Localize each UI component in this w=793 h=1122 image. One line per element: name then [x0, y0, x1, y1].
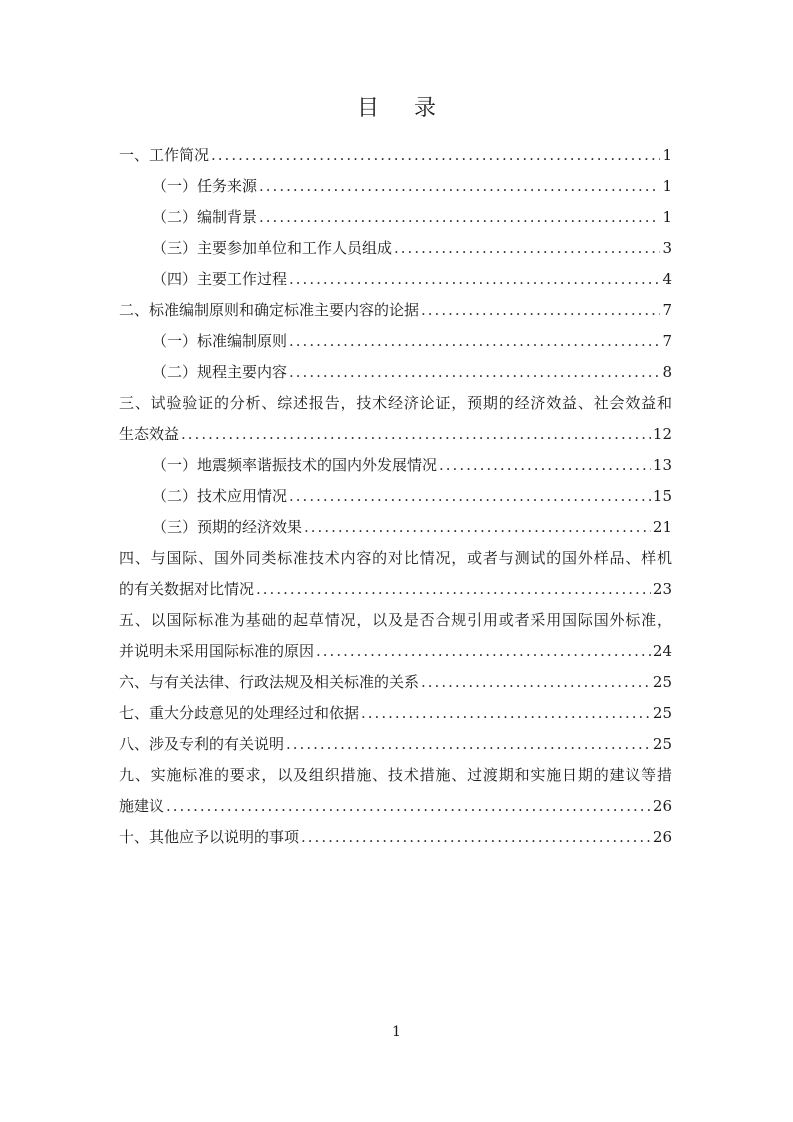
toc-entry[interactable]	[119, 574, 672, 605]
toc-entry-label: （一）任务来源	[152, 177, 258, 195]
toc-leader-dots	[289, 264, 660, 295]
toc-entry[interactable]	[119, 760, 672, 791]
page-number: 1	[392, 1024, 401, 1040]
toc-page-number: 7	[662, 332, 672, 350]
toc-entry-label: （二）技术应用情况	[152, 487, 288, 505]
toc-leader-dots	[421, 295, 660, 326]
toc-leader-dots	[181, 419, 651, 450]
toc-subentry[interactable]	[119, 326, 672, 357]
toc-entry[interactable]	[119, 543, 672, 574]
toc-leader-dots	[289, 357, 660, 388]
toc-title: 目 录	[357, 96, 450, 121]
toc-page-number: 1	[662, 208, 672, 226]
toc-entry-label: （二）规程主要内容	[152, 363, 288, 381]
toc-page-number: 26	[652, 797, 672, 815]
toc-entry-label: （四）主要工作过程	[152, 270, 288, 288]
toc-entry-label: （三）主要参加单位和工作人员组成	[152, 239, 393, 257]
toc-page-number: 15	[652, 487, 672, 505]
toc-entry-label: 九、实施标准的要求，以及组织措施、技术措施、过渡期和实施日期的建议等措	[119, 766, 672, 784]
toc-entry-label: 三、试验验证的分析、综述报告，技术经济论证，预期的经济效益、社会效益和	[119, 394, 672, 412]
toc-page-number: 25	[652, 673, 672, 691]
toc-entry[interactable]	[119, 419, 672, 450]
toc-subentry[interactable]	[119, 233, 672, 264]
toc-page-number: 1	[662, 146, 672, 164]
toc-page-number: 7	[662, 301, 672, 319]
toc-page-number: 24	[652, 642, 672, 660]
toc-subentry[interactable]	[119, 357, 672, 388]
toc-leader-dots	[301, 822, 651, 853]
toc-entry[interactable]	[119, 140, 672, 171]
toc-leader-dots	[304, 512, 651, 543]
toc-entry-label: 施建议	[119, 797, 165, 815]
toc-entry-label: （一）地震频率谐振技术的国内外发展情况	[152, 456, 438, 474]
toc-entry-label: 并说明未采用国际标准的原因	[119, 642, 315, 660]
table-of-contents	[119, 140, 672, 853]
toc-subentry[interactable]	[119, 264, 672, 295]
toc-subentry[interactable]	[119, 450, 672, 481]
toc-leader-dots	[289, 326, 660, 357]
toc-leader-dots	[211, 140, 660, 171]
toc-entry[interactable]	[119, 605, 672, 636]
toc-leader-dots	[439, 450, 651, 481]
toc-entry-label: 四、与国际、国外同类标准技术内容的对比情况，或者与测试的国外样品、样机	[119, 549, 672, 567]
toc-entry-label: （三）预期的经济效果	[152, 518, 303, 536]
toc-leader-dots	[394, 233, 660, 264]
toc-page-number: 26	[652, 828, 672, 846]
toc-subentry[interactable]	[119, 481, 672, 512]
toc-entry-label: 的有关数据对比情况	[119, 580, 255, 598]
toc-leader-dots	[166, 791, 651, 822]
toc-entry[interactable]	[119, 791, 672, 822]
toc-page-number: 21	[652, 518, 672, 536]
toc-subentry[interactable]	[119, 171, 672, 202]
toc-entry-label: （二）编制背景	[152, 208, 258, 226]
toc-page-number: 25	[652, 735, 672, 753]
toc-leader-dots	[286, 729, 651, 760]
toc-entry[interactable]	[119, 698, 672, 729]
toc-page-number: 4	[662, 270, 672, 288]
toc-subentry[interactable]	[119, 512, 672, 543]
toc-entry-label: 七、重大分歧意见的处理经过和依据	[119, 704, 360, 722]
toc-entry-label: 生态效益	[119, 425, 180, 443]
toc-leader-dots	[259, 171, 660, 202]
toc-page-number: 23	[652, 580, 672, 598]
toc-leader-dots	[361, 698, 651, 729]
toc-leader-dots	[289, 481, 651, 512]
toc-entry-label: 五、以国际标准为基础的起草情况，以及是否合规引用或者采用国际国外标准，	[119, 611, 672, 629]
toc-entry[interactable]	[119, 667, 672, 698]
toc-page-number: 8	[662, 363, 672, 381]
toc-entry-label: 六、与有关法律、行政法规及相关标准的关系	[119, 673, 420, 691]
toc-subentry[interactable]	[119, 202, 672, 233]
toc-entry-label: 二、标准编制原则和确定标准主要内容的论据	[119, 301, 420, 319]
toc-leader-dots	[259, 202, 660, 233]
toc-page-number: 12	[652, 425, 672, 443]
toc-entry[interactable]	[119, 822, 672, 853]
toc-entry-label: 八、涉及专利的有关说明	[119, 735, 285, 753]
toc-entry-label: （一）标准编制原则	[152, 332, 288, 350]
toc-page-number: 25	[652, 704, 672, 722]
toc-entry-label: 一、工作简况	[119, 146, 210, 164]
toc-page-number: 3	[662, 239, 672, 257]
toc-entry[interactable]	[119, 636, 672, 667]
toc-leader-dots	[256, 574, 651, 605]
toc-page-number: 1	[662, 177, 672, 195]
toc-entry[interactable]	[119, 295, 672, 326]
toc-leader-dots	[421, 667, 651, 698]
toc-entry[interactable]	[119, 388, 672, 419]
toc-leader-dots	[316, 636, 651, 667]
toc-entry[interactable]	[119, 729, 672, 760]
toc-page-number: 13	[652, 456, 672, 474]
toc-entry-label: 十、其他应予以说明的事项	[119, 828, 300, 846]
